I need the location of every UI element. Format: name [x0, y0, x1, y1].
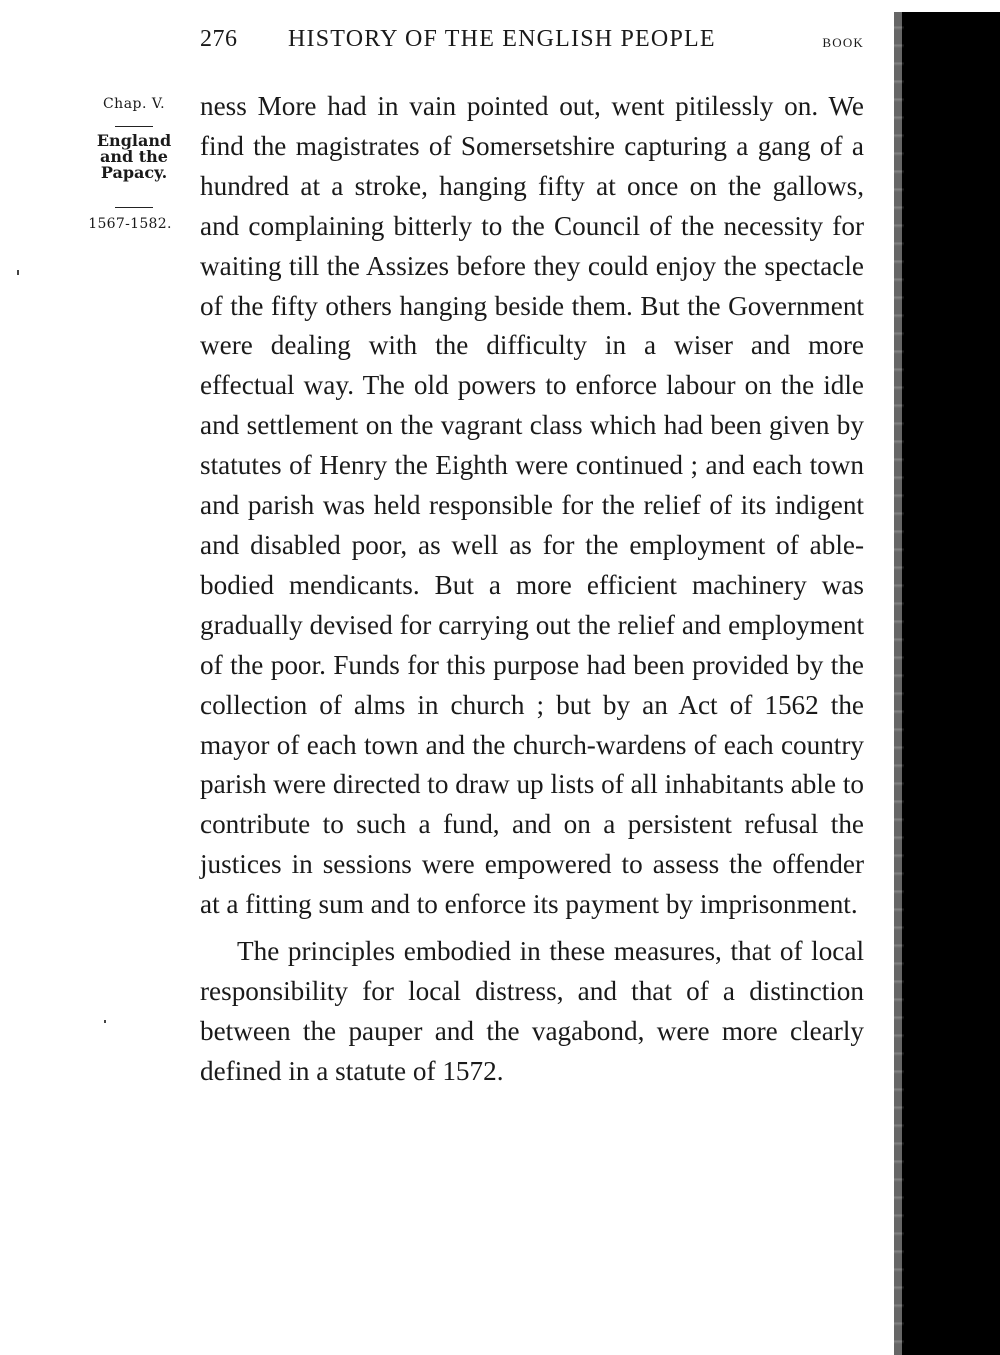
scan-speck: [17, 270, 19, 275]
paragraph: The principles embodied in these measures, that of local responsibility for local distress, and that of a distinction between the pauper and the vagabond, were more clearly defined in a statute of 1572.: [200, 936, 864, 1086]
sidenote-divider: [115, 207, 153, 208]
page-number: 276: [200, 26, 238, 52]
paragraph: ness More had in vain pointed out, went pitilessly on. We find the magistrates of Somersetshire capturing a gang of a hundred at a stroke, hanging fifty at once on the gallows, and complaining bitterly to the Council of the necessity for waiting till the Assizes before they could enjoy the spectacle of the fifty others hanging beside them. But the Government were dealing with the difficulty in a wiser and more effectual way. The old powers to enforce labour on the idle and settlement on the vagrant class which had been given by statutes of Henry the Eighth were continued ; and each town and parish was held responsible for the relief of its indigent and disabled poor, as well as for the employment of able-bodied mendicants. But a more efficient machinery was gradually devised for carrying out the relief and employment of the poor. Funds for this purpose had been provided by the collection of alms in church ; but by an Act of 1562 the mayor of each town and the church-wardens of each country parish were directed to draw up lists of all inhabitants able to contribute to such a fund, and on a persistent refusal the justices in sessions were empowered to assess the offender at a fitting sum and to enforce its payment by imprisonment.: [200, 91, 864, 920]
topic-sidenote: England and the Papacy.: [96, 131, 172, 182]
scan-speck: [104, 1020, 106, 1023]
sidenote-divider: [115, 126, 153, 127]
running-title: HISTORY OF THE ENGLISH PEOPLE: [288, 26, 716, 52]
book-label: BOOK: [822, 35, 864, 50]
running-header: [200, 26, 868, 62]
scan-border: [902, 12, 1000, 1355]
chapter-sidenote: Chap. V.: [102, 96, 166, 112]
body-text: [200, 87, 864, 1092]
date-sidenote: 1567-1582.: [88, 216, 172, 232]
